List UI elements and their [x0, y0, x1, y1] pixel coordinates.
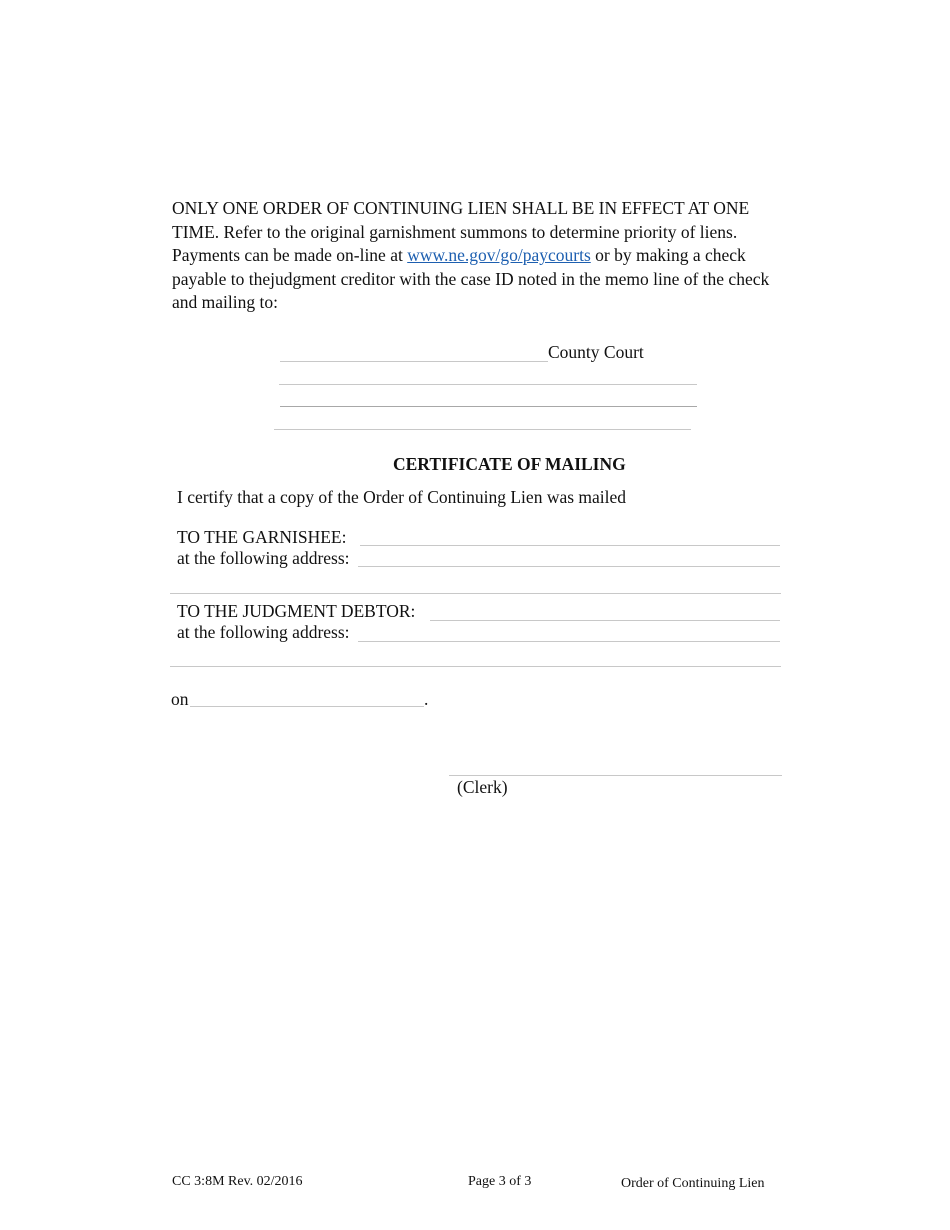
date-period: . — [424, 689, 429, 709]
paycourts-link[interactable]: www.ne.gov/go/paycourts — [407, 245, 591, 266]
debtor-label: TO THE JUDGMENT DEBTOR: — [177, 601, 416, 621]
debtor-address-line-1[interactable] — [358, 641, 780, 642]
mailing-address-line-1[interactable] — [279, 384, 697, 385]
clerk-signature-line[interactable] — [449, 775, 782, 776]
debtor-address-label: at the following address: — [177, 622, 350, 642]
certificate-title: CERTIFICATE OF MAILING — [393, 454, 626, 474]
mailing-date-line[interactable] — [190, 706, 424, 707]
clerk-label: (Clerk) — [457, 777, 508, 797]
garnishee-address-line-2[interactable] — [170, 593, 781, 594]
garnishee-address-line-1[interactable] — [358, 566, 780, 567]
intro-text-1: ONLY ONE ORDER OF CONTINUING LIEN SHALL BE IN EFFECT AT ONE TIME. Refer to the original garnishment summons to determine priority of liens. Payments can be made on-line at — [172, 198, 750, 266]
garnishee-label: TO THE GARNISHEE: — [177, 527, 347, 547]
county-name-line[interactable] — [280, 361, 548, 362]
intro-paragraph — [172, 197, 797, 315]
debtor-name-line[interactable] — [430, 620, 780, 621]
footer-form-id: CC 3:8M Rev. 02/2016 — [172, 1174, 303, 1189]
garnishee-name-line[interactable] — [360, 545, 780, 546]
certificate-statement: I certify that a copy of the Order of Continuing Lien was mailed — [177, 487, 627, 507]
footer-page-number: Page 3 of 3 — [468, 1174, 532, 1189]
county-court-label: County Court — [548, 342, 644, 362]
garnishee-address-label: at the following address: — [177, 548, 350, 568]
intro-text-2: or by making a check payable to thejudgment creditor with the case ID noted in the memo line of the check and mailing to: — [172, 245, 770, 313]
mailing-address-line-3[interactable] — [274, 429, 691, 430]
on-label: on — [171, 689, 189, 709]
footer-title: Order of Continuing Lien — [621, 1176, 765, 1191]
debtor-address-line-2[interactable] — [170, 666, 781, 667]
mailing-address-line-2[interactable] — [280, 406, 697, 407]
